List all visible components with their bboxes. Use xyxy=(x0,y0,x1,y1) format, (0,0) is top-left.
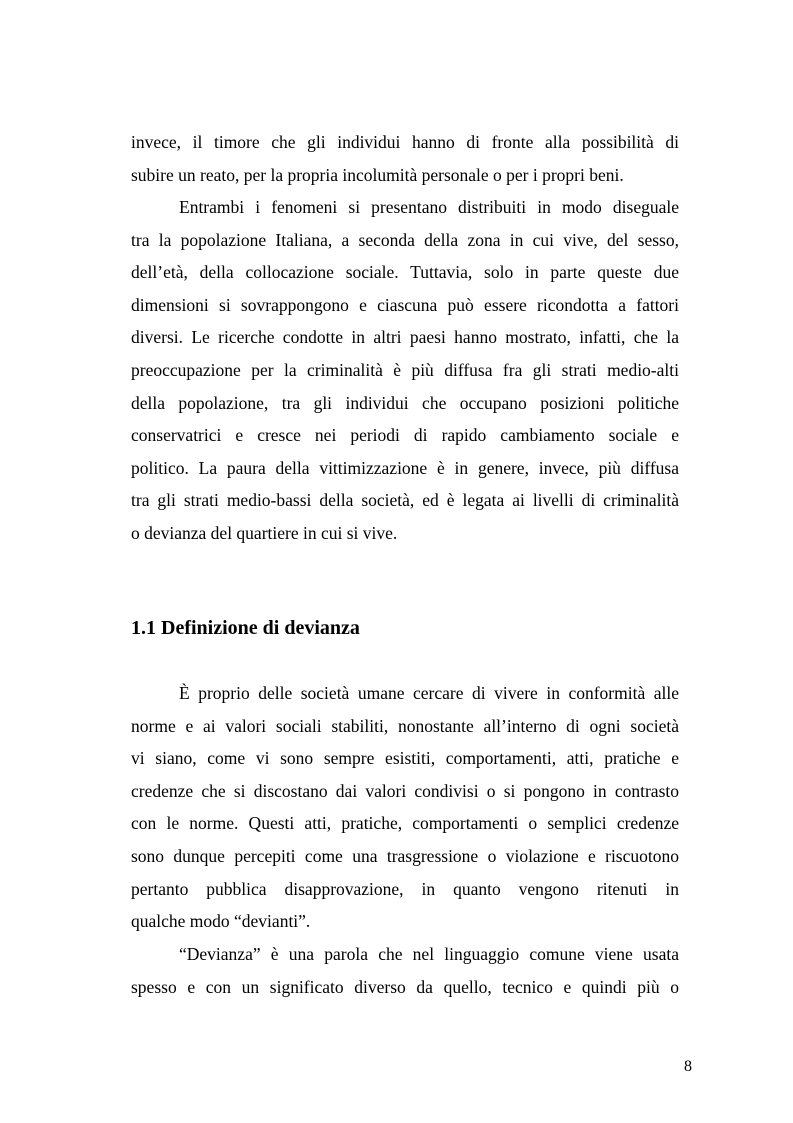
text-line: invece, il timore che gli individui hanno di fronte alla possibilità di xyxy=(131,132,679,152)
paragraph-definition xyxy=(131,677,679,938)
text-line: sono dunque percepiti come una trasgressione o violazione e riscuotono xyxy=(131,845,679,866)
paragraph-continuation xyxy=(131,126,679,191)
text-line: credenze che si discostano dai valori condivisi o si pongono in contrasto xyxy=(131,780,679,801)
text-line: Entrambi i fenomeni si presentano distribuiti in modo diseguale xyxy=(179,197,679,217)
section-heading: 1.1 Definizione di devianza xyxy=(131,617,360,639)
text-line: qualche modo “devianti”. xyxy=(131,911,311,932)
text-line: norme e ai valori sociali stabiliti, nonostante all’interno di ogni società xyxy=(131,715,679,736)
text-line: tra gli strati medio-bassi della società, ed è legata ai livelli di criminalità xyxy=(131,490,679,511)
text-line: della popolazione, tra gli individui che occupano posizioni politiche xyxy=(131,392,679,413)
text-line: politico. La paura della vittimizzazione è in genere, invece, più diffusa xyxy=(131,457,679,478)
text-line: spesso e con un significato diverso da quello, tecnico e quindi più o xyxy=(131,976,679,997)
text-line: “Devianza” è una parola che nel linguaggio comune viene usata xyxy=(179,944,679,964)
paragraph-phenomena xyxy=(131,191,679,550)
text-line: vi siano, come vi sono sempre esistiti, comportamenti, atti, pratiche e xyxy=(131,748,679,769)
paragraph-devianza-word xyxy=(131,938,679,1003)
text-line: subire un reato, per la propria incolumità personale o per i propri beni. xyxy=(131,164,624,185)
text-line: conservatrici e cresce nei periodi di rapido cambiamento sociale e xyxy=(131,425,679,446)
text-line: tra la popolazione Italiana, a seconda della zona in cui vive, del sesso, xyxy=(131,229,679,250)
text-line: con le norme. Questi atti, pratiche, comportamenti o semplici credenze xyxy=(131,813,679,834)
text-line: È proprio delle società umane cercare di vivere in conformità alle xyxy=(179,683,679,703)
text-line: dell’età, della collocazione sociale. Tuttavia, solo in parte queste due xyxy=(131,262,679,283)
text-line: preoccupazione per la criminalità è più diffusa fra gli strati medio-alti xyxy=(131,359,679,380)
text-line: diversi. Le ricerche condotte in altri paesi hanno mostrato, infatti, che la xyxy=(131,327,679,348)
text-line: o devianza del quartiere in cui si vive. xyxy=(131,522,398,543)
page-number: 8 xyxy=(684,1058,692,1075)
text-line: dimensioni si sovrappongono e ciascuna può essere ricondotta a fattori xyxy=(131,294,679,315)
text-line: pertanto pubblica disapprovazione, in quanto vengono ritenuti in xyxy=(131,878,679,899)
